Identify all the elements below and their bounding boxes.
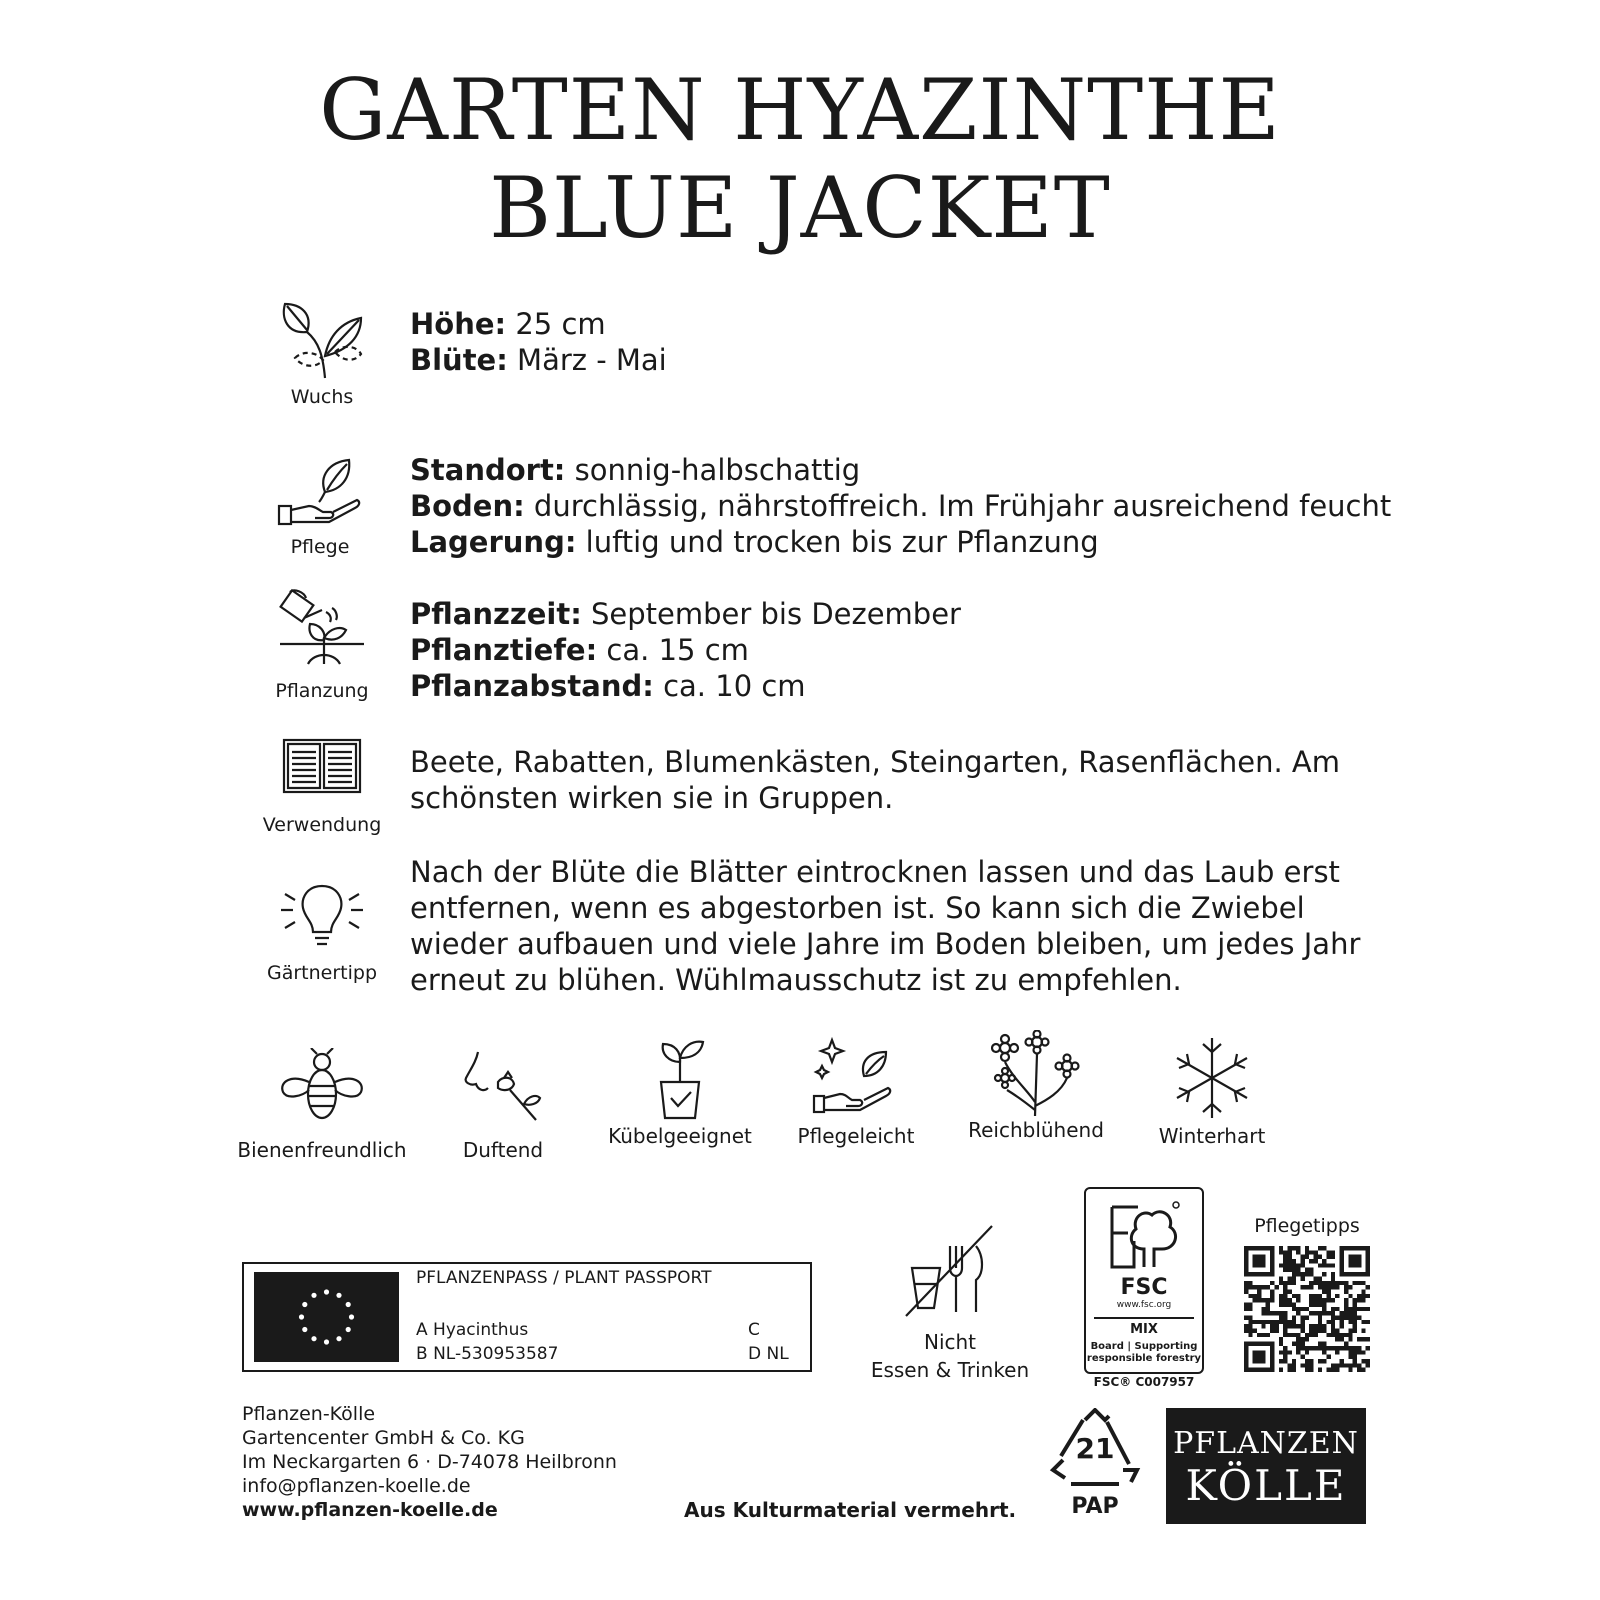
wuchs-section-icon (262, 296, 382, 408)
address-website: www.pflanzen-koelle.de (242, 1499, 498, 1521)
qr-code-icon[interactable] (1244, 1246, 1370, 1372)
feature-winterhart (1122, 1048, 1302, 1148)
warning-line-2: Essen & Trinken (870, 1358, 1030, 1382)
snowflake-icon (1167, 1036, 1257, 1120)
pflege-section-icon (260, 456, 380, 558)
gaertnertipp-text: Nach der Blüte die Blätter eintrocknen lassen und das Laub erst entfernen, wenn es abgestorben ist. So kann sich die Zwiebel wieder aufbauen und viele Jahre im Boden bleiben, um jedes Jahr erneut zu blühen. Wühlmausschutz ist zu empfehlen. (410, 855, 1361, 997)
qr-label: Pflegetipps (1254, 1215, 1360, 1237)
eu-flag-icon (254, 1272, 399, 1362)
fsc-tree-logo-icon (1104, 1197, 1184, 1277)
gaertnertipp-section-icon (262, 880, 382, 984)
pflege-label: Pflege (290, 536, 350, 558)
potted-plant-icon (635, 1036, 725, 1120)
pflanzung-label: Pflanzung (275, 680, 369, 702)
lagerung-value: luftig und trocken bis zur Pflanzung (576, 525, 1099, 559)
bienenfreundlich-label: Bienenfreundlich (237, 1138, 407, 1162)
pflanztiefe-value: ca. 15 cm (597, 633, 749, 667)
pflanzung-section-icon (262, 588, 382, 702)
pflegeleicht-label: Pflegeleicht (797, 1124, 915, 1148)
fsc-code: FSC® C007957 (1093, 1375, 1195, 1389)
pflanzabstand-key: Pflanzabstand: (410, 669, 654, 703)
fsc-certification (1084, 1187, 1204, 1389)
fsc-mix: MIX (1130, 1322, 1158, 1337)
pflanzzeit-value: September bis Dezember (581, 597, 961, 631)
feature-pflegeleicht (766, 1048, 946, 1148)
open-book-icon (280, 736, 364, 796)
pflanzzeit-key: Pflanzzeit: (410, 597, 582, 631)
feature-bienenfreundlich (232, 1048, 412, 1162)
standort-value: sonnig-halbschattig (565, 453, 861, 487)
address-line-1: Pflanzen-Kölle (242, 1403, 376, 1425)
pflanztiefe-key: Pflanztiefe: (410, 633, 598, 667)
culture-note: Aus Kulturmaterial vermehrt. (684, 1498, 1017, 1522)
no-eat-drink-icon (900, 1222, 1000, 1322)
bluete-key: Blüte: (410, 343, 508, 377)
winterhart-label: Winterhart (1158, 1124, 1266, 1148)
hand-leaf-icon (275, 456, 365, 530)
pflanzung-info (410, 596, 961, 704)
boden-key: Boden: (410, 489, 525, 523)
brand-logo (1166, 1408, 1366, 1524)
passport-field-b: B NL-530953587 (416, 1344, 559, 1364)
lagerung-key: Lagerung: (410, 525, 577, 559)
watering-can-icon (274, 588, 370, 674)
plant-passport (242, 1262, 812, 1372)
gaertnertipp-label: Gärtnertipp (266, 962, 378, 984)
feature-reichbluehend (946, 1048, 1126, 1142)
nose-flower-icon (458, 1048, 548, 1122)
address-line-3: Im Neckargarten 6 · D-74078 Heilbronn (242, 1451, 617, 1473)
fsc-url: www.fsc.org (1116, 1300, 1172, 1310)
care-tips-qr (1232, 1214, 1382, 1372)
pflanzabstand-value: ca. 10 cm (653, 669, 806, 703)
title-line-1: GARTEN HYAZINTHE (319, 61, 1281, 159)
verwendung-section-icon (262, 736, 382, 836)
brand-logo-line-1: PFLANZEN (1173, 1426, 1359, 1461)
bee-icon (277, 1048, 367, 1122)
flowers-icon (991, 1030, 1081, 1120)
wuchs-info (410, 306, 667, 378)
reichbluehend-label: Reichblühend (968, 1118, 1104, 1142)
address-email: info@pflanzen-koelle.de (242, 1475, 471, 1497)
feature-kuebelgeeignet (590, 1048, 770, 1148)
verwendung-label: Verwendung (262, 814, 382, 836)
duftend-label: Duftend (462, 1138, 544, 1162)
brand-logo-line-2: KÖLLE (1185, 1461, 1347, 1510)
company-address (242, 1402, 617, 1522)
recycling-number: 21 (1075, 1432, 1115, 1465)
passport-field-c: C (748, 1320, 760, 1340)
kuebelgeeignet-label: Kübelgeeignet (608, 1124, 752, 1148)
wuchs-label: Wuchs (290, 386, 354, 408)
address-line-2: Gartencenter GmbH & Co. KG (242, 1427, 525, 1449)
passport-heading: PFLANZENPASS / PLANT PASSPORT (416, 1268, 712, 1288)
bluete-value: März - Mai (507, 343, 667, 377)
standort-key: Standort: (410, 453, 566, 487)
feature-duftend (413, 1048, 593, 1162)
fsc-desc-2: responsible forestry (1086, 1353, 1202, 1364)
hoehe-value: 25 cm (506, 307, 606, 341)
recycling-symbol (1040, 1408, 1150, 1519)
boden-value: durchlässig, nährstoffreich. Im Frühjahr ausreichend feucht (524, 489, 1392, 523)
warning-line-1: Nicht (923, 1330, 977, 1354)
verwendung-text: Beete, Rabatten, Blumenkästen, Steingarten, Rasenflächen. Am schönsten wirken sie in Gruppen. (410, 745, 1340, 815)
title-line-2: BLUE JACKET (489, 159, 1111, 257)
fsc-desc-1: Board | Supporting (1090, 1341, 1198, 1352)
fsc-brand: FSC (1120, 1275, 1168, 1300)
hand-leaf-sparkle-icon (808, 1036, 904, 1120)
pflege-info (410, 452, 1391, 560)
sprout-icon (277, 296, 367, 380)
lightbulb-icon (277, 880, 367, 950)
recycling-code: PAP (1071, 1494, 1119, 1519)
passport-field-a: A Hyacinthus (416, 1320, 529, 1340)
passport-field-d: D NL (748, 1344, 789, 1364)
no-eat-drink-warning (870, 1222, 1030, 1384)
hoehe-key: Höhe: (410, 307, 507, 341)
